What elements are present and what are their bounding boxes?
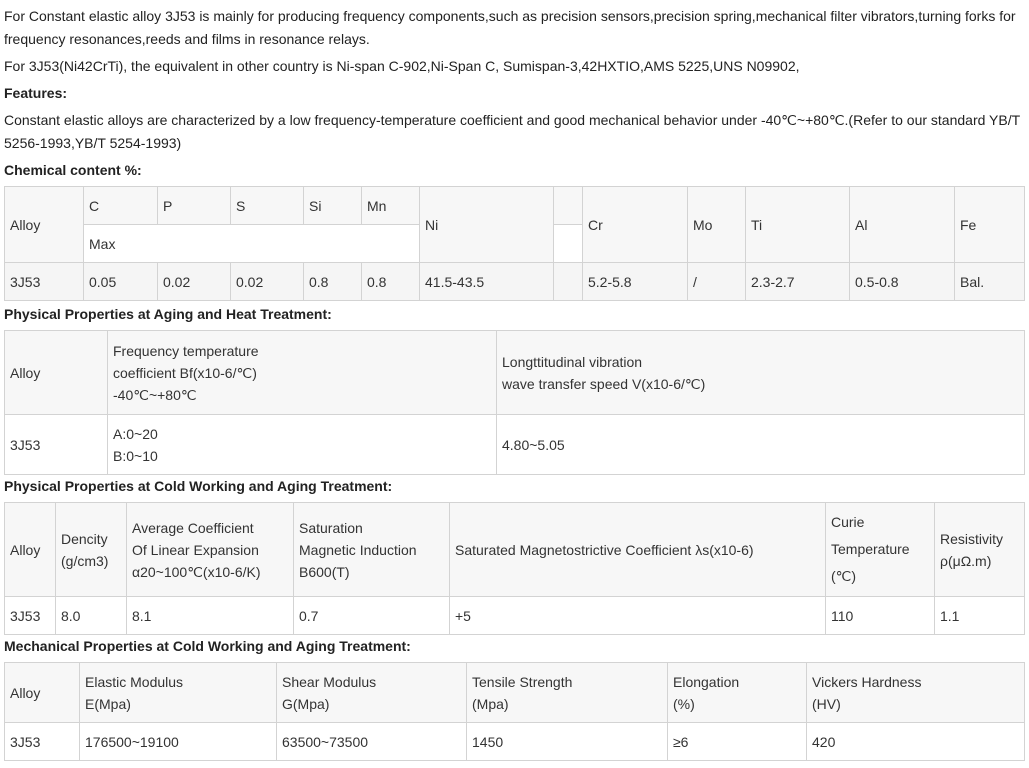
chem-element-al: Al	[850, 187, 955, 263]
chem-element-mn: Mn	[362, 187, 420, 225]
aging-wave-line-2: wave transfer speed V(x10-6/℃)	[502, 375, 706, 392]
chemical-heading: Chemical content %:	[4, 162, 142, 178]
cold-table	[4, 502, 1025, 635]
aging-frequency-line-2: coefficient Bf(x10-6/℃)	[113, 364, 257, 381]
features-heading: Features:	[4, 85, 68, 101]
aging-table	[4, 330, 1025, 475]
cold-density-line-1: Dencity	[61, 530, 108, 547]
aging-alloy-header: Alloy	[5, 331, 108, 415]
aging-frequency-header	[108, 331, 497, 415]
cold-resistivity-line-2: ρ(μΩ.m)	[940, 552, 992, 569]
chem-element-mo: Mo	[688, 187, 746, 263]
cold-density-header	[56, 503, 127, 597]
mech-elastic-value: 176500~19100	[80, 723, 277, 761]
chem-p-value: 0.02	[158, 263, 231, 301]
aging-header-row	[5, 331, 1025, 415]
aging-data-row	[5, 415, 1025, 475]
chem-c-value: 0.05	[84, 263, 158, 301]
cold-resistivity-line-1: Resistivity	[940, 530, 1004, 547]
mech-alloy-value: 3J53	[5, 723, 80, 761]
mechanical-table	[4, 662, 1025, 761]
chem-element-p: P	[158, 187, 231, 225]
cold-header-row	[5, 503, 1025, 597]
chem-si-value: 0.8	[304, 263, 362, 301]
cold-alloy-header: Alloy	[5, 503, 56, 597]
mech-hardness-header	[807, 663, 1025, 723]
aging-frequency-line-3: -40℃~+80℃	[113, 386, 197, 403]
mech-elongation-line-1: Elongation	[673, 673, 740, 690]
cold-expansion-value: 8.1	[127, 597, 294, 635]
cold-saturation-line-1: Saturation	[299, 519, 363, 536]
chem-mo-value: /	[688, 263, 746, 301]
mech-elastic-line-2: E(Mpa)	[85, 695, 131, 712]
chem-alloy-header: Alloy	[5, 187, 84, 263]
cold-curie-line-3: (℃)	[831, 568, 857, 584]
intro-paragraph-1: For Constant elastic alloy 3J53 is mainly for producing frequency components,such as precision sensors,precision spring,mechanical filter vibrators,turning forks for frequency resonances,reeds and films in resonance relays.	[4, 8, 1016, 47]
cold-saturation-line-3: B600(T)	[299, 563, 350, 580]
chem-blank-cell	[554, 187, 583, 225]
mech-elongation-line-2: (%)	[673, 695, 695, 712]
mechanical-data-row	[5, 723, 1025, 761]
mech-hardness-line-1: Vickers Hardness	[812, 673, 922, 690]
chem-cr-value: 5.2-5.8	[583, 263, 688, 301]
aging-heading: Physical Properties at Aging and Heat Treatment:	[4, 306, 332, 322]
cold-density-line-2: (g/cm3)	[61, 552, 109, 569]
cold-alloy-value: 3J53	[5, 597, 56, 635]
cold-resistivity-header	[935, 503, 1025, 597]
chem-element-ni: Ni	[420, 187, 554, 263]
intro-paragraph-2: For 3J53(Ni42CrTi), the equivalent in other country is Ni-span C-902,Ni-Span C, Sumispan-3,42HXTIO,AMS 5225,UNS N09902,	[4, 58, 800, 74]
cold-curie-line-1: Curie	[831, 514, 865, 530]
aging-wave-value: 4.80~5.05	[497, 415, 1025, 475]
chem-element-fe: Fe	[955, 187, 1025, 263]
mech-tensile-line-2: (Mpa)	[472, 695, 509, 712]
cold-heading: Physical Properties at Cold Working and Aging Treatment:	[4, 478, 393, 494]
mech-tensile-header	[467, 663, 668, 723]
chem-element-s: S	[231, 187, 304, 225]
chem-s-value: 0.02	[231, 263, 304, 301]
chem-element-cr: Cr	[583, 187, 688, 263]
aging-frequency-value	[108, 415, 497, 475]
cold-curie-header	[826, 503, 935, 597]
mech-tensile-line-1: Tensile Strength	[472, 673, 573, 690]
cold-resistivity-value: 1.1	[935, 597, 1025, 635]
chemical-header-row	[5, 187, 1025, 225]
cold-expansion-line-2: Of Linear Expansion	[132, 541, 259, 558]
chem-element-si: Si	[304, 187, 362, 225]
chem-ti-value: 2.3-2.7	[746, 263, 850, 301]
aging-wave-line-1: Longttitudinal vibration	[502, 353, 643, 370]
cold-expansion-header	[127, 503, 294, 597]
mech-elongation-value: ≥6	[668, 723, 807, 761]
chemical-data-row	[5, 263, 1025, 301]
cold-data-row	[5, 597, 1025, 635]
chem-blank-cell	[554, 225, 583, 263]
cold-magnetostrictive-header: Saturated Magnetostrictive Coefficient λs(x10-6)	[450, 503, 826, 597]
chem-blank-cell	[554, 263, 583, 301]
mech-shear-value: 63500~73500	[277, 723, 467, 761]
aging-wave-header	[497, 331, 1025, 415]
chem-element-ti: Ti	[746, 187, 850, 263]
mechanical-heading: Mechanical Properties at Cold Working and Aging Treatment:	[4, 638, 411, 654]
aging-frequency-a: A:0~20	[113, 425, 158, 442]
chem-mn-value: 0.8	[362, 263, 420, 301]
cold-magnetostrictive-value: +5	[450, 597, 826, 635]
cold-saturation-line-2: Magnetic Induction	[299, 541, 417, 558]
cold-saturation-header	[294, 503, 450, 597]
mech-shear-header	[277, 663, 467, 723]
mech-shear-line-2: G(Mpa)	[282, 695, 330, 712]
mech-shear-line-1: Shear Modulus	[282, 673, 377, 690]
mech-tensile-value: 1450	[467, 723, 668, 761]
aging-frequency-b: B:0~10	[113, 447, 158, 464]
aging-alloy-value: 3J53	[5, 415, 108, 475]
mech-elastic-line-1: Elastic Modulus	[85, 673, 184, 690]
chem-element-c: C	[84, 187, 158, 225]
cold-curie-line-2: Temperature	[831, 541, 910, 557]
mechanical-header-row	[5, 663, 1025, 723]
features-paragraph: Constant elastic alloys are characterized by a low frequency-temperature coefficient and good mechanical behavior under -40℃~+80℃.(Refer to our standard YB/T 5256-1993,YB/T 5254-1993)	[4, 112, 1020, 151]
cold-density-value: 8.0	[56, 597, 127, 635]
chem-max-label: Max	[84, 225, 420, 263]
cold-saturation-value: 0.7	[294, 597, 450, 635]
aging-frequency-line-1: Frequency temperature	[113, 342, 259, 359]
chem-fe-value: Bal.	[955, 263, 1025, 301]
cold-expansion-line-3: α20~100℃(x10-6/K)	[132, 563, 261, 580]
mech-elastic-header	[80, 663, 277, 723]
chem-al-value: 0.5-0.8	[850, 263, 955, 301]
chemical-table	[4, 186, 1025, 301]
mech-hardness-line-2: (HV)	[812, 695, 841, 712]
cold-curie-value: 110	[826, 597, 935, 635]
mech-hardness-value: 420	[807, 723, 1025, 761]
cold-expansion-line-1: Average Coefficient	[132, 519, 254, 536]
chem-ni-value: 41.5-43.5	[420, 263, 554, 301]
mech-alloy-header: Alloy	[5, 663, 80, 723]
mech-elongation-header	[668, 663, 807, 723]
chem-alloy-value: 3J53	[5, 263, 84, 301]
